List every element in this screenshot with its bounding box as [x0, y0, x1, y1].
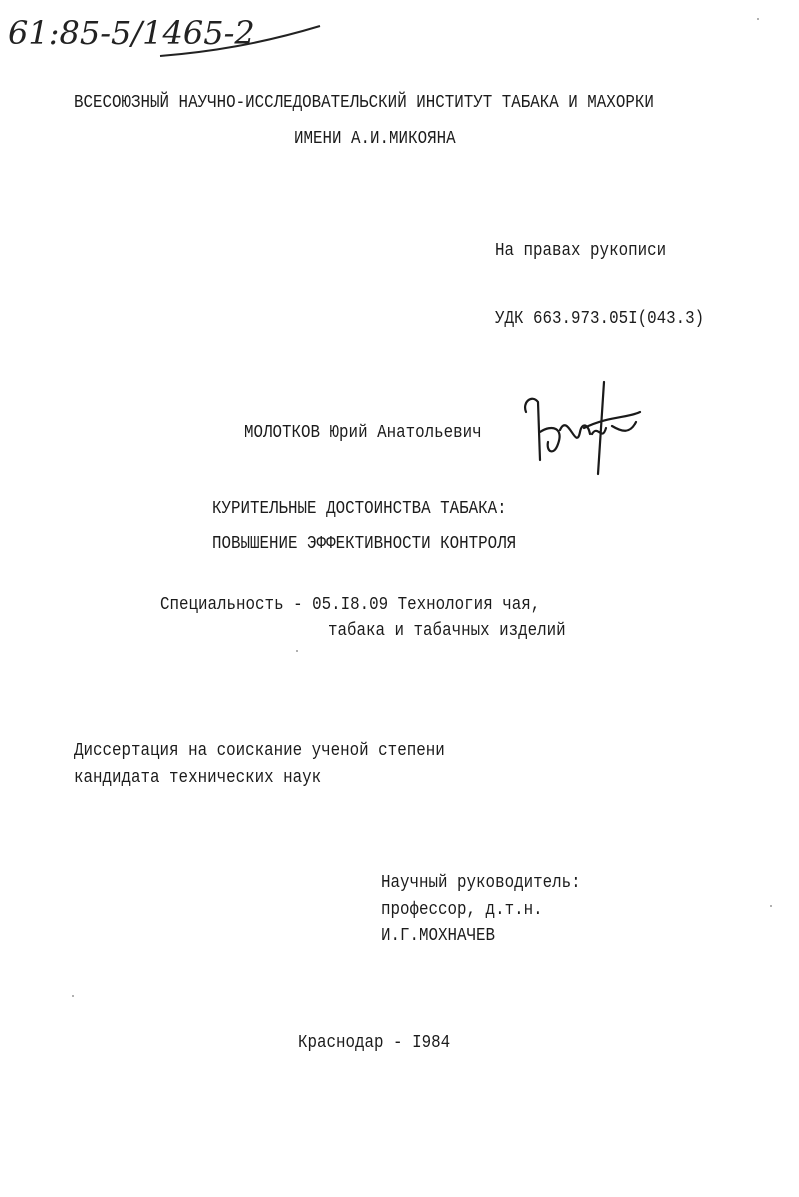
udc-code: УДК 663.973.05I(043.3)	[495, 309, 705, 329]
institute-name-line2: ИМЕНИ А.И.МИКОЯНА	[294, 129, 456, 149]
supervisor-heading: Научный руководитель:	[381, 873, 581, 893]
author-name: МОЛОТКОВ Юрий Анатольевич	[244, 423, 482, 443]
scan-speck	[770, 905, 772, 907]
institute-name-line1: ВСЕСОЮЗНЫЙ НАУЧНО-ИССЛЕДОВАТЕЛЬСКИЙ ИНСТИТУТ ТАБАКА И МАХОРКИ	[74, 93, 654, 113]
degree-line1: Диссертация на соискание ученой степени	[74, 741, 445, 761]
scan-speck	[296, 650, 298, 652]
supervisor-title: профессор, д.т.н.	[381, 900, 543, 920]
degree-line2: кандидата технических наук	[74, 768, 322, 788]
dissertation-title-line2: ПОВЫШЕНИЕ ЭФФЕКТИВНОСТИ КОНТРОЛЯ	[212, 534, 517, 554]
supervisor-name: И.Г.МОХНАЧЕВ	[381, 926, 496, 946]
archive-code-underline	[150, 12, 330, 62]
author-signature	[518, 372, 648, 482]
city-year: Краснодар - I984	[298, 1033, 451, 1053]
specialty-line2: табака и табачных изделий	[328, 621, 566, 641]
archive-code-handwritten: 61:85-5/1465-2	[8, 14, 255, 52]
rights-note: На правах рукописи	[495, 241, 667, 261]
dissertation-title-line1: КУРИТЕЛЬНЫЕ ДОСТОИНСТВА ТАБАКА:	[212, 499, 507, 519]
scan-speck	[757, 18, 759, 20]
specialty-line1: Специальность - 05.I8.09 Технология чая,	[160, 595, 541, 615]
scan-speck	[72, 995, 74, 997]
